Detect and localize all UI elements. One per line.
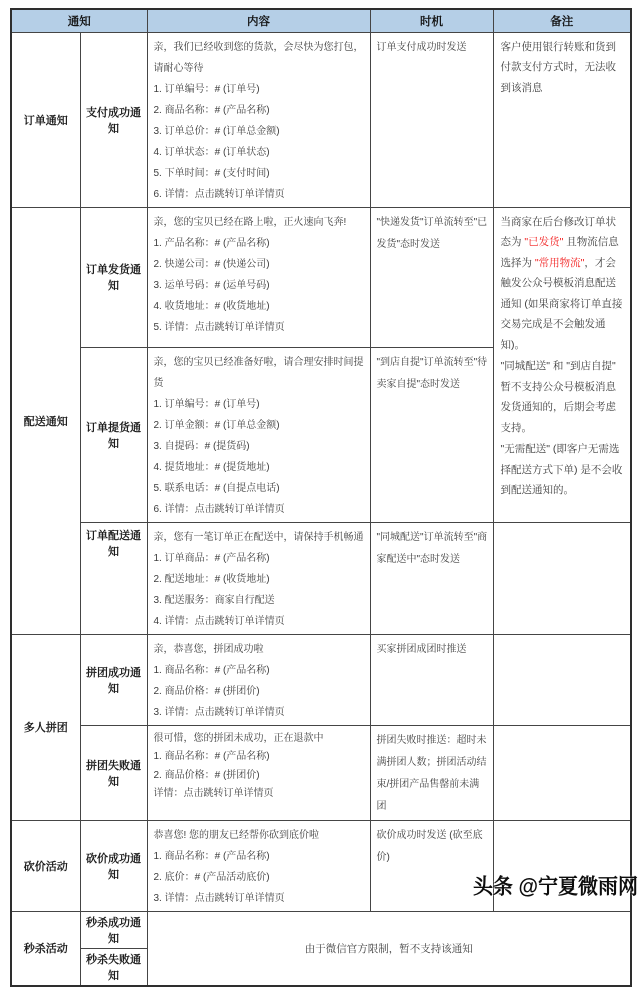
seckill-unsupported-note: 由于微信官方限制，暂不支持该通知 bbox=[147, 911, 631, 986]
remark-cell-groupbuy-success bbox=[493, 634, 631, 725]
group-cell-order-notice: 订单通知 bbox=[11, 32, 80, 207]
timing-cell-groupbuy-fail: 拼团失败时推送：超时未满拼团人数；拼团活动结束/拼团产品售罄前未满团 bbox=[370, 725, 493, 820]
content-cell-pay-success: 亲，我们已经收到您的货款，会尽快为您打包，请耐心等待 1. 订单编号：# (订单号) 2. 商品名称：# (产品名称) 3. 订单总价：# (订单总金额) 4. 订单状态：# (订单状态) 5. 下单时间：# (支付时间) 6. 详情：点击跳转订单详情页 bbox=[147, 32, 370, 207]
remark-paragraph-2: "同城配送" 和 "到店自提" 暂不支持公众号模板消息发货通知的，后期会考虑支持。 bbox=[500, 360, 616, 434]
header-col-content: 内容 bbox=[147, 9, 370, 32]
subname-cell-bargain-success: 砍价成功通知 bbox=[80, 820, 147, 911]
subname-cell-order-shipped: 订单发货通知 bbox=[80, 207, 147, 347]
subname-cell-order-pickup: 订单提货通知 bbox=[80, 347, 147, 522]
row-groupbuy-fail bbox=[11, 725, 631, 820]
red-highlight-shipped: "已发货" bbox=[524, 236, 564, 248]
remark-cell-delivery-notice bbox=[493, 207, 631, 522]
timing-cell-order-pickup: "到店自提"订单流转至"待卖家自提"态时发送 bbox=[370, 347, 493, 522]
remark-paragraph-1: 当商家在后台修改订单状态为 "已发货" 且物流信息选择为 "常用物流"，才会触发公众号模板消息配送通知 (如果商家将订单直接交易完成是不会触发通知)。 bbox=[500, 215, 623, 351]
content-cell-groupbuy-success: 亲，恭喜您，拼团成功啦 1. 商品名称：# (产品名称) 2. 商品价格：# (拼团价) 3. 详情：点击跳转订单详情页 bbox=[147, 634, 370, 725]
content-cell-order-shipped: 亲，您的宝贝已经在路上啦，正火速向飞奔! 1. 产品名称：# (产品名称) 2. 快递公司：# (快递公司) 3. 运单号码：# (运单号码) 4. 收货地址：# (收货地址) 5. 详情：点击跳转订单详情页 bbox=[147, 207, 370, 347]
timing-cell-bargain-success: 砍价成功时发送 (砍至底价) bbox=[370, 820, 493, 911]
subname-cell-groupbuy-fail: 拼团失败通知 bbox=[80, 725, 147, 820]
row-pay-success bbox=[11, 32, 631, 207]
remark-cell-pay-success: 客户使用银行转账和货到付款支付方式时，无法收到该消息 bbox=[493, 32, 631, 207]
remark-cell-groupbuy-fail bbox=[493, 725, 631, 820]
row-groupbuy-success bbox=[11, 634, 631, 725]
row-order-shipped bbox=[11, 207, 631, 347]
remark-cell-order-dispatch bbox=[493, 522, 631, 634]
subname-cell-seckill-fail: 秒杀失败通知 bbox=[80, 948, 147, 986]
subname-cell-pay-success: 支付成功通知 bbox=[80, 32, 147, 207]
red-highlight-logistics: "常用物流" bbox=[534, 256, 585, 269]
timing-cell-pay-success: 订单支付成功时发送 bbox=[370, 32, 493, 207]
group-cell-groupbuy: 多人拼团 bbox=[11, 634, 80, 820]
header-col-notice: 通知 bbox=[11, 9, 147, 32]
content-cell-order-dispatch: 亲，您有一笔订单正在配送中，请保持手机畅通 1. 订单商品：# (产品名称) 2. 配送地址：# (收货地址) 3. 配送服务：商家自行配送 4. 详情：点击跳转订单详情页 bbox=[147, 522, 370, 634]
row-order-dispatch bbox=[11, 522, 631, 634]
subname-cell-order-dispatch: 订单配送通知 bbox=[80, 522, 147, 634]
subname-cell-seckill-success: 秒杀成功通知 bbox=[80, 911, 147, 948]
header-col-remark: 备注 bbox=[493, 9, 631, 32]
row-seckill-success bbox=[11, 911, 631, 948]
remark-paragraph-3: "无需配送" (即客户无需选择配送方式下单) 是不会收到配送通知的。 bbox=[500, 443, 623, 496]
group-cell-delivery-notice: 配送通知 bbox=[11, 207, 80, 634]
notification-table bbox=[10, 8, 632, 987]
toutiao-watermark: 头条 @宁夏微雨网 bbox=[472, 875, 638, 899]
content-cell-order-pickup: 亲，您的宝贝已经准备好啦，请合理安排时间提货 1. 订单编号：# (订单号) 2. 订单金额：# (订单总金额) 3. 自提码：# (提货码) 4. 提货地址：# (提货地址) 5. 联系电话：# (自提点电话) 6. 详情：点击跳转订单详情页 bbox=[147, 347, 370, 522]
timing-cell-order-dispatch: "同城配送"订单流转至"商家配送中"态时发送 bbox=[370, 522, 493, 634]
content-cell-groupbuy-fail: 很可惜，您的拼团未成功，正在退款中 1. 商品名称：# (产品名称) 2. 商品价格：# (拼团价) 详情：点击跳转订单详情页 bbox=[147, 725, 370, 820]
table-header-row bbox=[11, 9, 631, 32]
timing-cell-order-shipped: "快递发货"订单流转至"已发货"态时发送 bbox=[370, 207, 493, 347]
group-cell-bargain: 砍价活动 bbox=[11, 820, 80, 911]
header-col-timing: 时机 bbox=[370, 9, 493, 32]
content-cell-bargain-success: 恭喜您! 您的朋友已经帮你砍到底价啦 1. 商品名称：# (产品名称) 2. 底价：# (产品活动底价) 3. 详情：点击跳转订单详情页 bbox=[147, 820, 370, 911]
group-cell-seckill: 秒杀活动 bbox=[11, 911, 80, 986]
subname-cell-groupbuy-success: 拼团成功通知 bbox=[80, 634, 147, 725]
timing-cell-groupbuy-success: 买家拼团成团时推送 bbox=[370, 634, 493, 725]
